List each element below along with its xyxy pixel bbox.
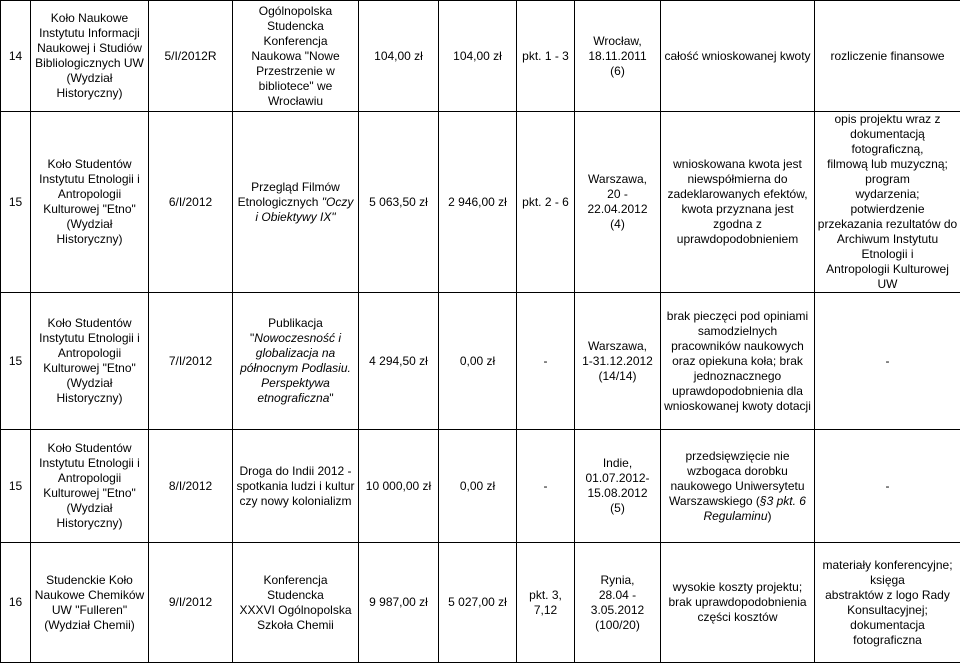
- granted-amount: 2 946,00 zł: [439, 112, 517, 293]
- conditions-cell: -: [815, 430, 960, 543]
- title-text: Publikacja ": [250, 316, 323, 345]
- table-row: [1, 430, 960, 543]
- requested-amount: 5 063,50 zł: [359, 112, 439, 293]
- conditions-cell: opis projektu wraz z dokumentacją fotograficzną, filmową lub muzyczną; program wydarzenia; potwierdzenie przekazania rezultatów do Archiwum Instytutu Etnologii i Antropologii Kulturowej UW: [815, 112, 960, 293]
- title-text: Przegląd Filmów Etnologicznych: [238, 180, 340, 209]
- points-cell: -: [517, 430, 575, 543]
- row-number: 16: [1, 543, 31, 663]
- granted-amount: 104,00 zł: [439, 1, 517, 112]
- organizer-cell: Koło Naukowe Instytutu Informacji Naukowej i Studiów Bibliologicznych UW (Wydział Historyczny): [31, 1, 149, 112]
- row-number: 14: [1, 1, 31, 112]
- application-code: 9/I/2012: [149, 543, 233, 663]
- row-number: 15: [1, 112, 31, 293]
- application-code: 8/I/2012: [149, 430, 233, 543]
- justification-cell: [661, 430, 815, 543]
- application-code: 5/I/2012R: [149, 1, 233, 112]
- application-code: 6/I/2012: [149, 112, 233, 293]
- justification-cell: wnioskowana kwota jest niewspółmierna do zadeklarowanych efektów, kwota przyznana jest zgodna z uprawdopodobnieniem: [661, 112, 815, 293]
- table-row: [1, 293, 960, 430]
- row-number: 15: [1, 430, 31, 543]
- table-row: [1, 543, 960, 663]
- title-italic-text: "Oczy i Obiektywy IX": [255, 195, 353, 224]
- granted-amount: 5 027,00 zł: [439, 543, 517, 663]
- conditions-cell: materiały konferencyjne; księga abstraktów z logo Rady Konsultacyjnej; dokumentacja fotograficzna: [815, 543, 960, 663]
- conditions-cell: rozliczenie finansowe: [815, 1, 960, 112]
- place-date-cell: Warszawa, 20 - 22.04.2012 (4): [575, 112, 661, 293]
- project-title: [233, 112, 359, 293]
- justification-text-end: ): [768, 509, 772, 523]
- row-number: 15: [1, 293, 31, 430]
- conditions-cell: -: [815, 293, 960, 430]
- requested-amount: 9 987,00 zł: [359, 543, 439, 663]
- points-cell: pkt. 1 - 3: [517, 1, 575, 112]
- place-date-cell: Wrocław, 18.11.2011 (6): [575, 1, 661, 112]
- requested-amount: 104,00 zł: [359, 1, 439, 112]
- points-cell: pkt. 2 - 6: [517, 112, 575, 293]
- project-title: Droga do Indii 2012 - spotkania ludzi i kultur czy nowy kolonializm: [233, 430, 359, 543]
- justification-italic-text: §3 pkt. 6 Regulaminu: [703, 494, 806, 523]
- organizer-cell: Koło Studentów Instytutu Etnologii i Antropologii Kulturowej "Etno" (Wydział Historyczny): [31, 430, 149, 543]
- table-row: [1, 112, 960, 293]
- granted-amount: 0,00 zł: [439, 293, 517, 430]
- points-cell: -: [517, 293, 575, 430]
- requested-amount: 10 000,00 zł: [359, 430, 439, 543]
- requested-amount: 4 294,50 zł: [359, 293, 439, 430]
- title-text-end: ": [329, 391, 333, 405]
- justification-cell: całość wnioskowanej kwoty: [661, 1, 815, 112]
- justification-text: przedsięwzięcie nie wzbogaca dorobku naukowego Uniwersytetu Warszawskiego (: [669, 449, 805, 508]
- table-row: [1, 1, 960, 112]
- place-date-cell: Warszawa, 1-31.12.2012 (14/14): [575, 293, 661, 430]
- organizer-cell: Koło Studentów Instytutu Etnologii i Antropologii Kulturowej "Etno" (Wydział Historyczny): [31, 293, 149, 430]
- organizer-cell: Koło Studentów Instytutu Etnologii i Antropologii Kulturowej "Etno" (Wydział Historyczny): [31, 112, 149, 293]
- application-code: 7/I/2012: [149, 293, 233, 430]
- project-title: [233, 293, 359, 430]
- granted-amount: 0,00 zł: [439, 430, 517, 543]
- project-title: Konferencja Studencka XXXVI Ogólnopolska Szkoła Chemii: [233, 543, 359, 663]
- project-title: Ogólnopolska Studencka Konferencja Naukowa "Nowe Przestrzenie w bibliotece" we Wrocławiu: [233, 1, 359, 112]
- place-date-cell: Rynia, 28.04 - 3.05.2012 (100/20): [575, 543, 661, 663]
- title-italic-text: Nowoczesność i globalizacja na północnym Podlasiu. Perspektywa etnograficzna: [240, 331, 351, 405]
- points-cell: pkt. 3, 7,12: [517, 543, 575, 663]
- justification-cell: brak pieczęci pod opiniami samodzielnych pracowników naukowych oraz opiekuna koła; brak jednoznacznego uprawdopodobnienia dla wnioskowanej kwoty dotacji: [661, 293, 815, 430]
- organizer-cell: Studenckie Koło Naukowe Chemików UW "Fulleren" (Wydział Chemii): [31, 543, 149, 663]
- justification-cell: wysokie koszty projektu; brak uprawdopodobnienia części kosztów: [661, 543, 815, 663]
- place-date-cell: Indie, 01.07.2012- 15.08.2012 (5): [575, 430, 661, 543]
